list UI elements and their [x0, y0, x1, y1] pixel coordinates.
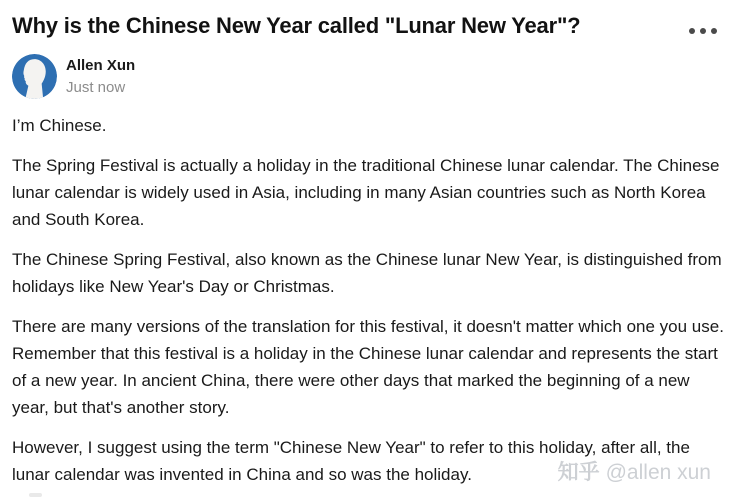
author-card: [12, 54, 729, 99]
answer-paragraph: However, I suggest using the term "Chinese New Year" to refer to this holiday, after all, the lunar calendar was invented in China and so was the holiday.: [12, 438, 690, 484]
ellipsis-horizontal-icon: [711, 28, 717, 34]
watermark-handle: @allen xun: [605, 461, 711, 484]
answer-paragraph: There are many versions of the translation for this festival, it doesn't matter which one you use. Remember that this festival is a holiday in the Chinese lunar calendar and represents the start of a new year. In ancient China, there were other days that marked the beginning of a new year, but that's another story.: [12, 317, 724, 417]
ellipsis-horizontal-icon: [689, 28, 695, 34]
answer-paragraph: The Spring Festival is actually a holiday in the traditional Chinese lunar calendar. The Chinese lunar calendar is widely used in Asia, including in many Asian countries such as North Korea and South Korea.: [12, 156, 720, 229]
avatar[interactable]: [12, 54, 57, 99]
question-title: Why is the Chinese New Year called "Lunar New Year"?: [12, 13, 581, 38]
answer-body: [12, 112, 729, 488]
author-name[interactable]: Allen Xun: [66, 56, 136, 74]
more-options-button[interactable]: [685, 22, 721, 40]
ellipsis-horizontal-icon: [700, 28, 706, 34]
zhihu-watermark: [558, 456, 711, 486]
answer-paragraph: I’m Chinese.: [12, 116, 107, 135]
answer-timestamp: Just now: [66, 78, 126, 96]
question-header: [12, 12, 729, 40]
person-silhouette-icon: [23, 59, 45, 99]
answer-paragraph: The Chinese Spring Festival, also known as the Chinese lunar New Year, is distinguished from holidays like New Year's Day or Christmas.: [12, 250, 722, 296]
author-meta: [66, 56, 135, 98]
cutoff-content-fragment: [29, 493, 42, 497]
zhihu-logo-text: 知乎: [557, 461, 600, 484]
